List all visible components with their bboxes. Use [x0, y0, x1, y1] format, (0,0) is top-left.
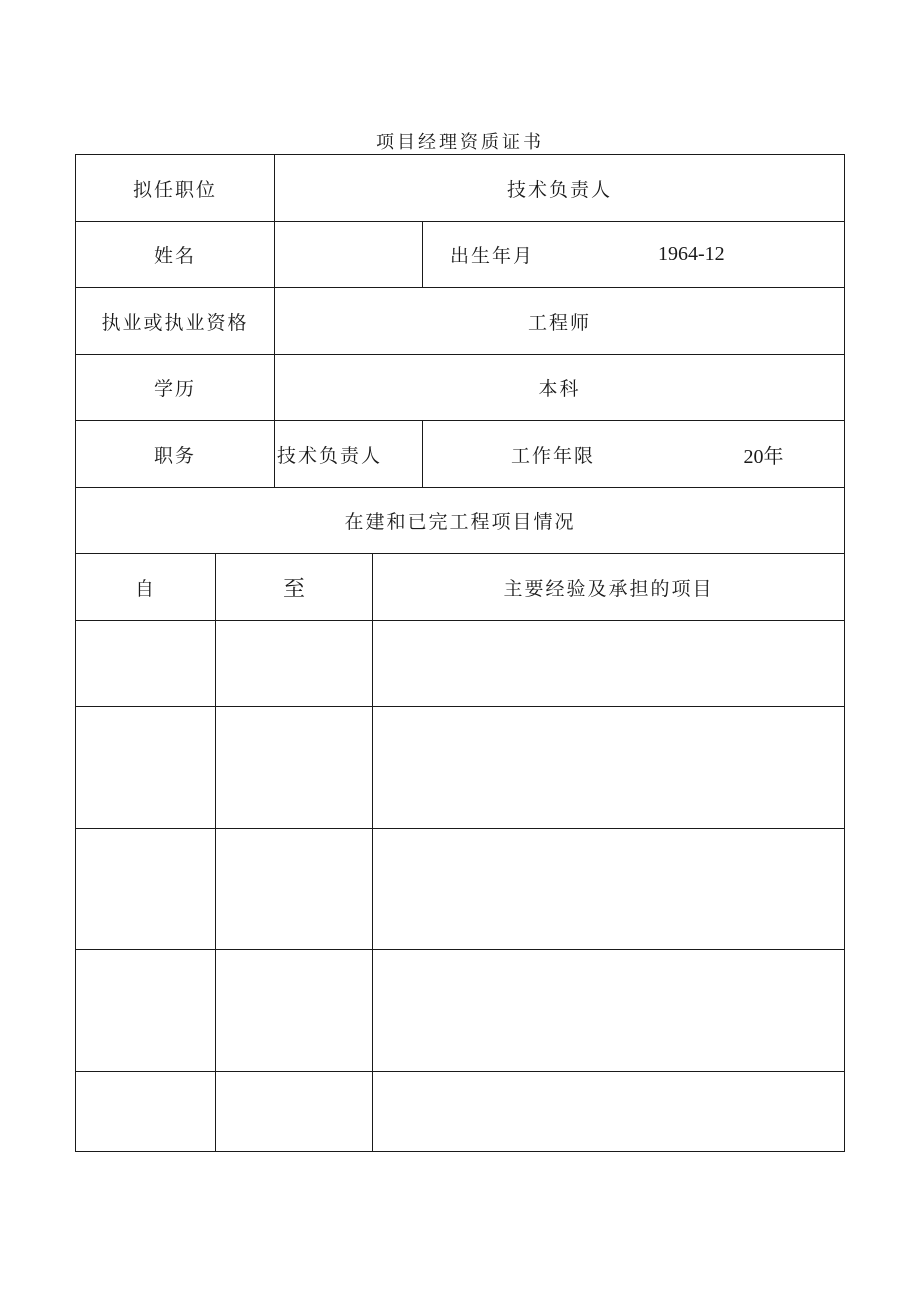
project-row-3-to — [216, 829, 372, 949]
project-row-2-to — [216, 707, 372, 828]
position-value: 技术负责人 — [506, 178, 612, 201]
header-from: 自 — [134, 577, 156, 600]
header-to: 至 — [282, 576, 305, 602]
education-value: 本科 — [538, 378, 581, 400]
project-row-2-experience — [373, 707, 844, 828]
project-row-3-from — [76, 829, 215, 949]
project-row-2-from — [76, 707, 215, 828]
education-label: 学历 — [153, 378, 196, 400]
work-years-value: 20年 — [743, 445, 784, 468]
duty-value: 技术负责人 — [277, 444, 383, 467]
name-label: 姓名 — [153, 245, 196, 267]
project-row-5-to — [216, 1072, 372, 1151]
qualification-value: 工程师 — [527, 311, 591, 334]
project-row-3-experience — [373, 829, 844, 949]
project-row-4-experience — [373, 950, 844, 1071]
project-row-1-to — [216, 621, 372, 706]
projects-section-title: 在建和已完工程项目情况 — [344, 511, 576, 533]
project-row-4-to — [216, 950, 372, 1071]
duty-label: 职务 — [153, 444, 196, 467]
table-line — [75, 1151, 845, 1152]
position-label: 拟任职位 — [132, 178, 217, 201]
project-row-5-experience — [373, 1072, 844, 1151]
work-years-label: 工作年限 — [510, 444, 595, 467]
name-value — [275, 222, 422, 287]
birth-label: 出生年月 — [450, 245, 535, 267]
project-row-4-from — [76, 950, 215, 1071]
project-row-1-from — [76, 621, 215, 706]
project-row-5-from — [76, 1072, 215, 1151]
qualification-label: 执业或执业资格 — [101, 311, 249, 334]
project-row-1-experience — [373, 621, 844, 706]
birth-value: 1964-12 — [658, 243, 725, 265]
header-experience: 主要经验及承担的项目 — [503, 577, 714, 600]
page-title: 项目经理资质证书 — [376, 132, 544, 153]
table-line — [844, 154, 845, 1152]
